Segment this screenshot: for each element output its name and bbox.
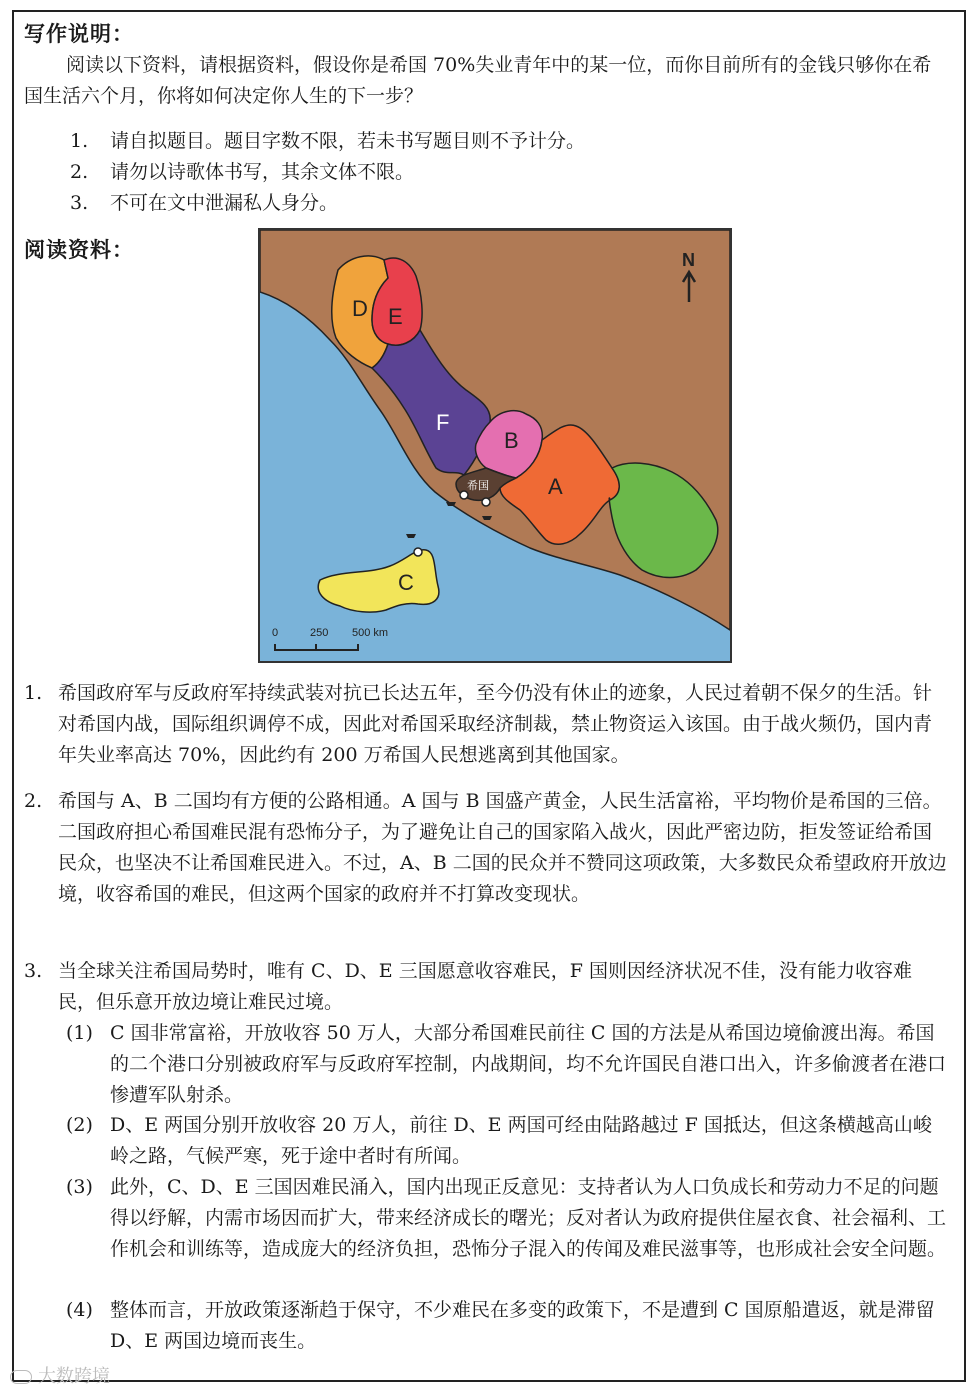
reading-item: 1. 希国政府军与反政府军持续武装对抗已长达五年，至今仍没有休止的迹象，人民过着朝不保夕的生活。针对希国内战，国际组织调停不成，因此对希国采取经济制裁，禁止物资运入该国。由于战火频仍，国内青年失业率高达 70%，因此约有 200 万希国人民想逃离到其他国家。 xyxy=(24,682,933,766)
north-label: N xyxy=(682,250,695,270)
reading-item: 3. 当全球关注希国局势时，唯有 C、D、E 三国愿意收容难民，F 国则因经济状况不佳，没有能力收容难民，但乐意开放边境让难民过境。 xyxy=(24,960,912,1013)
label-a: A xyxy=(548,474,563,499)
watermark-logo-icon xyxy=(10,1370,32,1384)
watermark: 大数跨境 xyxy=(10,1362,110,1388)
reading-subitem: (2) D、E 两国分别开放收容 20 万人，前往 D、E 两国可经由陆路越过 F 国抵达，但这条横越高山峻岭之路，气候严寒，死于途中者时有所闻。 xyxy=(66,1114,932,1167)
scale-500: 500 km xyxy=(352,627,389,639)
writing-title: 写作说明： xyxy=(24,22,134,46)
reading-item: 2. 希国与 A、B 二国均有方便的公路相通。A 国与 B 国盛产黄金，人民生活富裕，平均物价是希国的三倍。二国政府担心希国难民混有恐怖分子，为了避免让自己的国家陷入战火，因此严密边防，拒发签证给希国民众，也坚决不让希国难民进入。不过，A、B 二国的民众并不赞同这项政策，大多数民众希望政府开放边境，收容希国的难民，但这两个国家的政府并不打算改变现状。 xyxy=(24,790,947,905)
port-marker xyxy=(460,491,468,499)
label-f: F xyxy=(436,410,450,435)
requirement-item: 2. 请勿以诗歌体书写，其余文体不限。 xyxy=(70,161,415,183)
reading-subitem: (4) 整体而言，开放政策逐渐趋于保守，不少难民在多变的政策下，不是遭到 C 国原船遣返，就是滞留 D、E 两国边境而丧生。 xyxy=(66,1299,935,1352)
label-b: B xyxy=(504,428,519,453)
label-d: D xyxy=(352,296,368,321)
reading-subitem: (3) 此外，C、D、E 三国因难民涌入，国内出现正反意见：支持者认为人口负成长和劳动力不足的问题得以纾解，内需市场因而扩大，带来经济成长的曙光；反对者认为政府提供住屋衣食、社会福利、工作机会和训练等，造成庞大的经济负担，恐怖分子混入的传闻及难民滋事等，也形成社会安全问题。 xyxy=(66,1176,947,1260)
label-c: C xyxy=(398,570,414,595)
region-map xyxy=(258,228,732,663)
label-e: E xyxy=(388,304,403,329)
reading-subitem: (1) C 国非常富裕，开放收容 50 万人，大部分希国难民前往 C 国的方法是从希国边境偷渡出海。希国的二个港口分别被政府军与反政府军控制，内战期间，均不允许国民自港口出入，许多偷渡者在港口惨遭军队射杀。 xyxy=(66,1022,947,1106)
requirement-item: 3. 不可在文中泄漏私人身分。 xyxy=(70,192,339,214)
port-marker xyxy=(482,498,490,506)
scale-250: 250 xyxy=(310,627,329,639)
requirement-item: 1. 请自拟题目。题目字数不限，若未书写题目则不予计分。 xyxy=(70,130,586,152)
port-marker xyxy=(414,548,422,556)
writing-intro: 阅读以下资料，请根据资料，假设你是希国 70%失业青年中的某一位，而你目前所有的金钱只够你在希国生活六个月，你将如何决定你人生的下一步？ xyxy=(24,54,932,107)
label-xi: 希国 xyxy=(467,479,489,492)
reading-title: 阅读资料： xyxy=(24,238,134,262)
scale-0: 0 xyxy=(272,627,279,639)
